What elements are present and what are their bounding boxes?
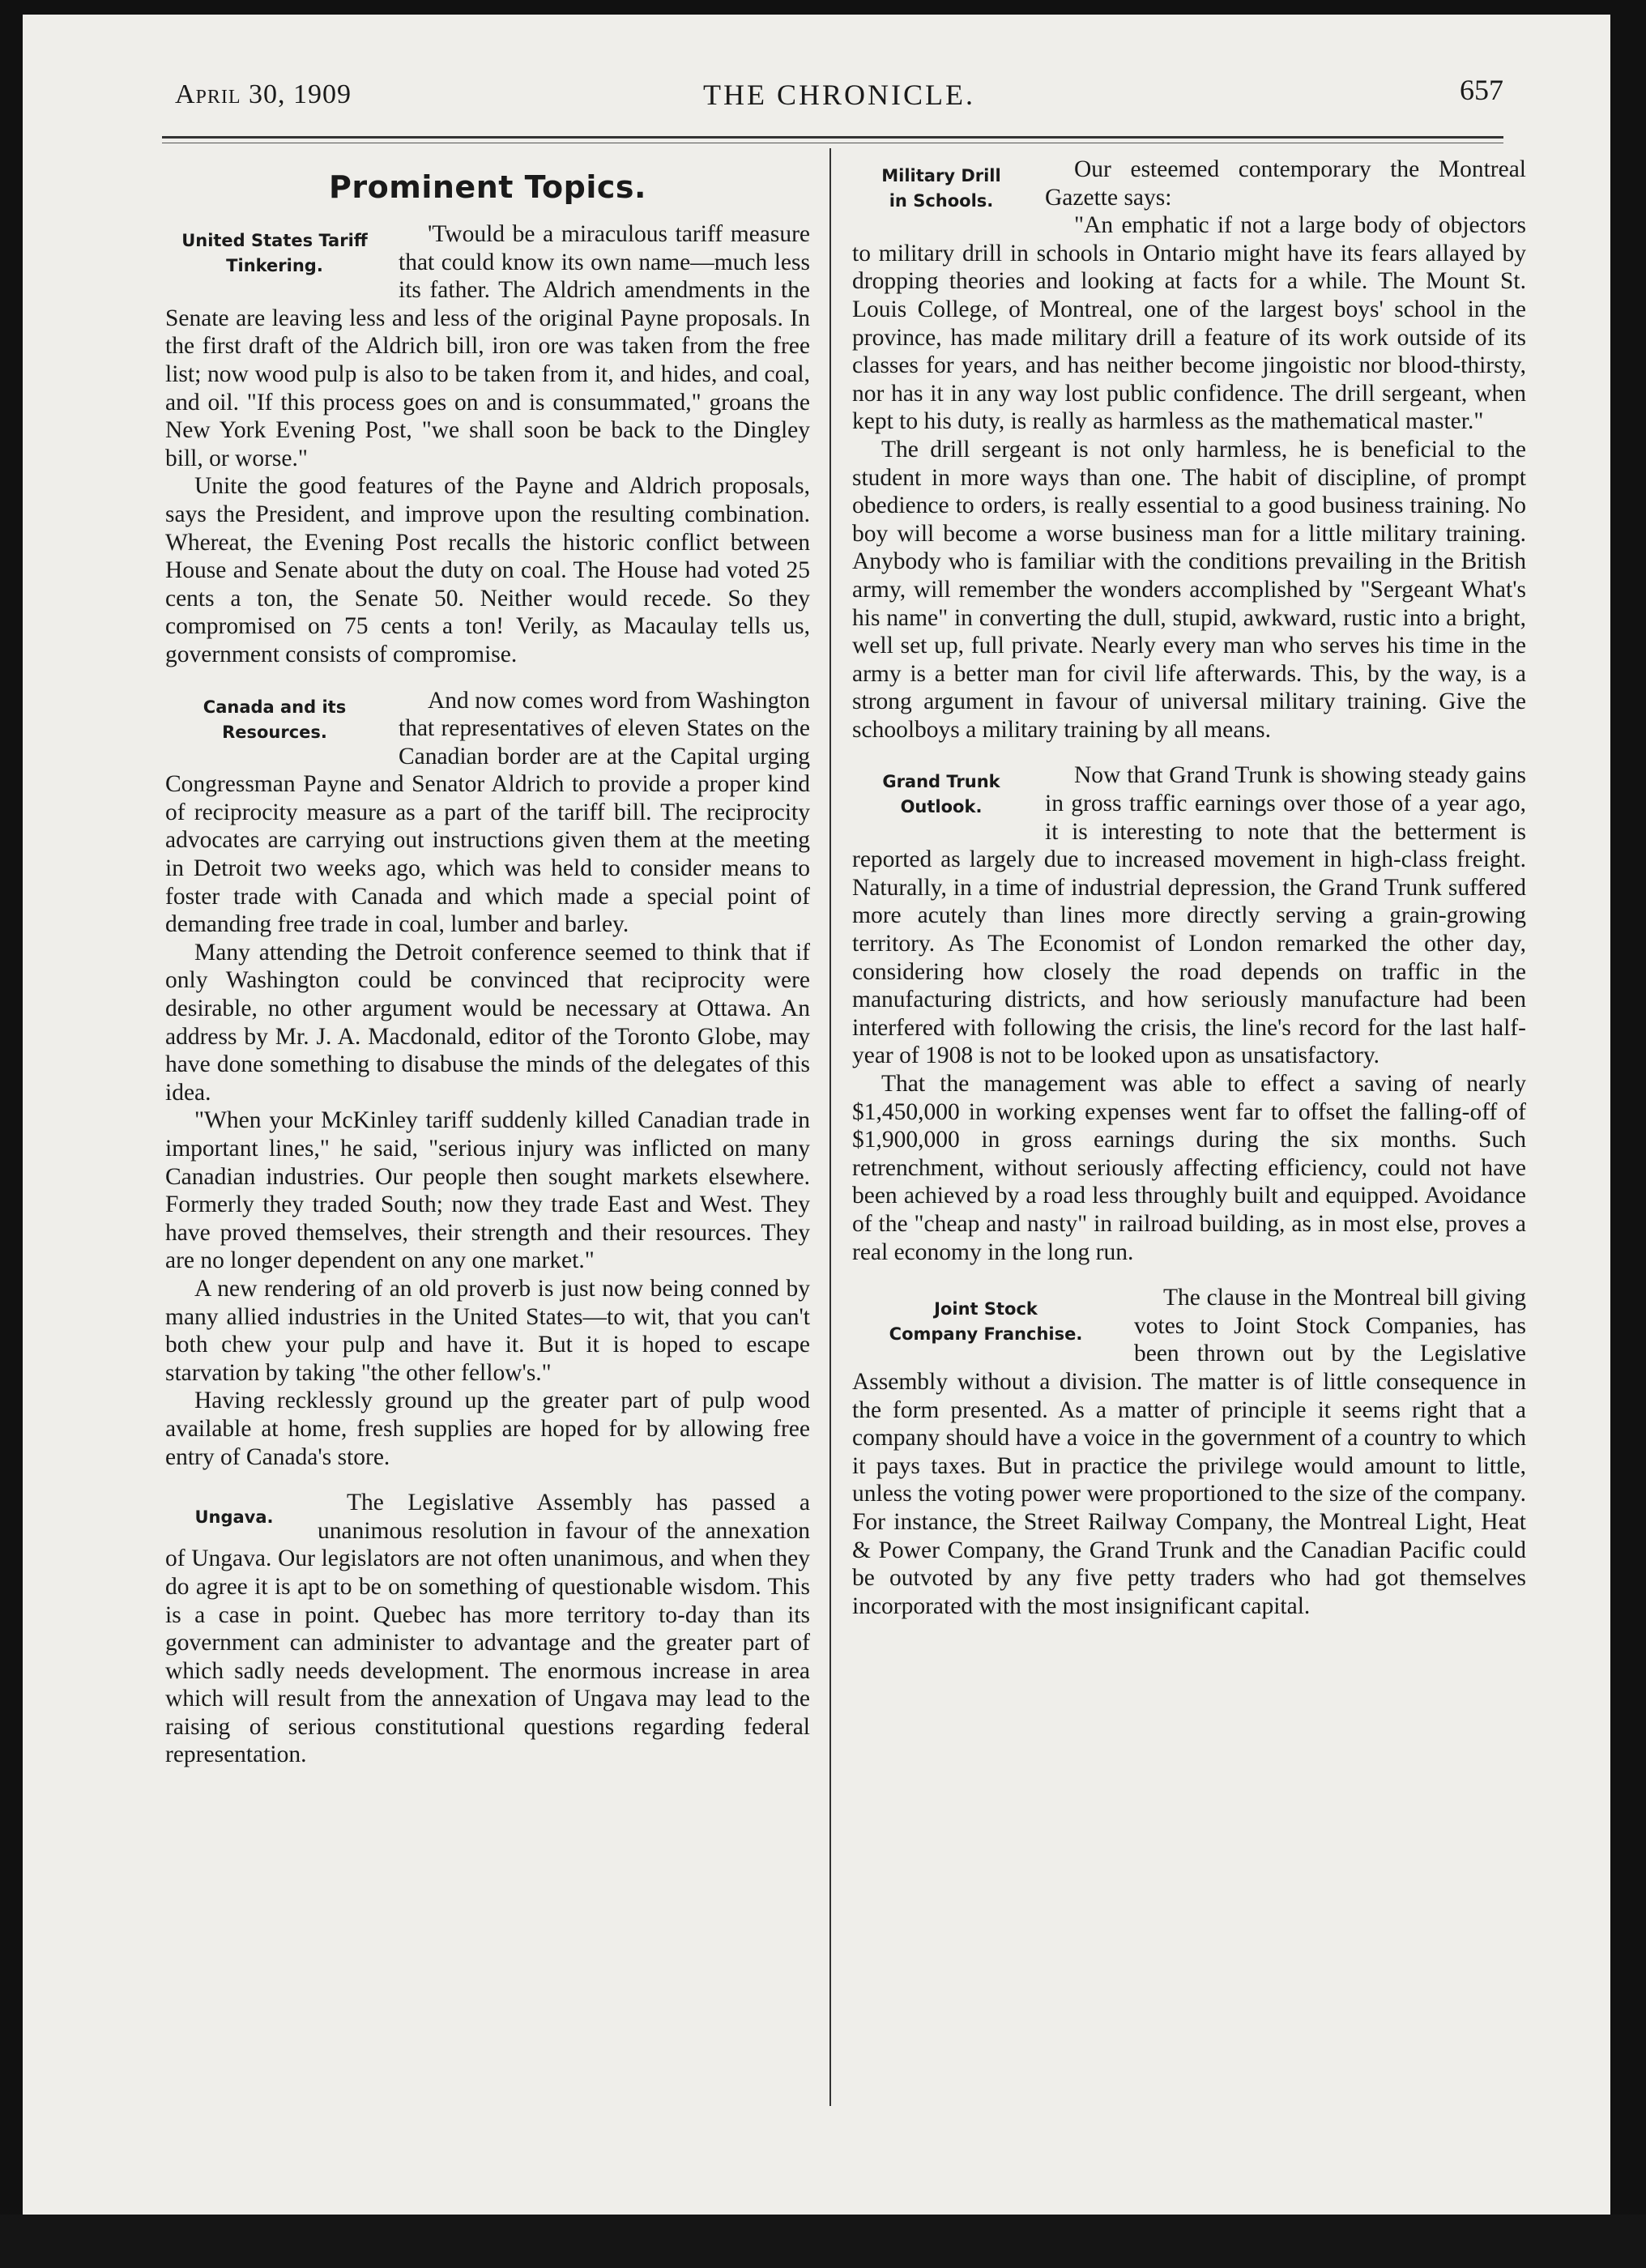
paragraph: Unite the good features of the Payne and Aldrich proposals, says the President, and improve upon the resulting combination. Whereat, the Evening Post recalls the historic conflict between House and Senate about the duty on coal. The House had voted 25 cents a ton, the Senate 50. Neither would recede. So they compromised on 75 cents a ton! Verily, as Macaulay tells us, government consists of compromise. [165,473,810,667]
paragraph: That the management was able to effect a saving of nearly $1,450,000 in working expenses went far to offset the falling-off of $1,900,000 in gross earnings during the six months. Such retrenchment, without seriously affecting efficiency, could not have been achieved by a road less throughly built and equipped. Avoidance of the "cheap and nasty" in railroad building, as in most else, proves a real economy in the long run. [852,1071,1526,1265]
issue-date: April 30, 1909 [175,79,352,109]
article-joint-stock [852,1284,1526,1620]
scan-border [0,2215,1646,2268]
paragraph: Now that Grand Trunk is showing steady gains in gross traffic earnings over those of a year ago, it is interesting to note that the betterment is reported as largely due to increased movement in high-class freight. Naturally, in a time of industrial depression, the Grand Trunk suffered more acutely than lines more directly serving a grain-growing territory. As The Economist of London remarked the other day, considering how closely the road depends on traffic in the manufacturing districts, and how seriously manufacture had been interfered with following the crisis, the line's record for the last half-year of 1908 is not to be looked upon as unsatisfactory. [852,762,1526,1069]
sidehead-grand-trunk: Grand Trunk Outlook. [882,772,1000,817]
page-number: 657 [1460,74,1503,106]
left-column [165,165,810,1769]
header-rule [162,136,1503,143]
newspaper-page [23,15,1610,2218]
article-grand-trunk [852,761,1526,1266]
section-heading: Prominent Topics. [329,169,646,205]
paragraph: 'Twould be a miraculous tariff measure that could know its own name—much less its father. The Aldrich amendments in the Senate are leaving less and less of the original Payne proposals. In the first draft of the Aldrich bill, iron ore was taken from the free list; now wood pulp is also to be taken from it, and hides, and coal, and oil. "If this process goes on and is consummated," groans the New York Evening Post, "we shall soon be back to the Dingley bill, or worse." [165,221,810,471]
paragraph: Many attending the Detroit conference seemed to think that if only Washington could be convinced that reciprocity were desirable, no other argument would be necessary at Ottawa. An address by Mr. J. A. Macdonald, editor of the Toronto Globe, may have done something to disabuse the minds of the delegates of this idea. [165,939,810,1106]
sidehead-military-drill: Military Drill in Schools. [881,166,1001,211]
paragraph: The clause in the Montreal bill giving votes to Joint Stock Companies, has been thrown out by the Legislative Assembly without a division. The matter is of little consequence in the form presented. As a matter of principle it seems right that a company should have a voice in the government of a country to which it pays taxes. But in practice the privilege would amount to little, unless the voting power were proportioned to the size of the company. For instance, the Street Railway Company, the Montreal Light, Heat & Power Company, the Grand Trunk and the Canadian Pacific could be outvoted by any five petty traders who had got themselves incorporated with the most insignificant capital. [852,1285,1526,1619]
column-divider [829,148,831,2106]
paragraph: And now comes word from Washington that representatives of eleven States on the Canadian border are at the Capital urging Congressman Payne and Senator Aldrich to provide a proper kind of reciprocity measure as a part of the tariff bill. The reciprocity advocates are carrying out instructions given them at the meeting in Detroit two weeks ago, which was held to consider means to foster trade with Canada and which made a special point of demanding free trade in coal, lumber and barley. [165,687,810,938]
right-column [852,156,1526,1620]
sidehead-joint-stock: Joint Stock Company Franchise. [889,1299,1083,1345]
running-header [175,73,1503,115]
paragraph: Our esteemed contemporary the Montreal Gazette says: [1045,156,1526,211]
publication-title: THE CHRONICLE. [703,79,975,111]
paragraph: A new rendering of an old proverb is just now being conned by many allied industries in the United States—to wit, that you can't both chew your pulp and have it. But it is hoped to escape starvation by taking "the other fellow's." [165,1275,810,1386]
paragraph: The drill sergeant is not only harmless, he is beneficial to the student in more ways than one. The habit of discipline, of prompt obedience to orders, is really essential to a good business training. No boy will become a worse business man for a little military training. Anybody who is familiar with the conditions prevailing in the British army, will remember the wonders accomplished by "Sergeant What's his name" in converting the dull, stupid, awkward, rustic into a bright, well set up, full private. Nearly every man who serves his time in the army is a better man for civil life afterwards. This, by the way, is a strong argument in favour of universal military training. Give the schoolboys a military training by all means. [852,436,1526,743]
sidehead-canada: Canada and its Resources. [203,697,347,742]
article-canada [165,687,810,1472]
paragraph: "When your McKinley tariff suddenly killed Canadian trade in important lines," he said, "serious injury was inflicted on many Canadian industries. Our people then sought markets elsewhere. Formerly they traded South; now they trade East and West. They have proved themselves, their strength and their resources. They are no longer dependent on any one market." [165,1107,810,1274]
sidehead-ungava: Ungava. [194,1507,274,1528]
article-military-drill [852,156,1526,744]
paragraph: "An emphatic if not a large body of objectors to military drill in schools in Ontario might have its fears allayed by dropping theories and looking at facts for a while. The Mount St. Louis College, of Montreal, one of the largest boys' school in the province, has made military drill a feature of its work outside of its classes for years, and has neither become jingoistic nor blood-thirsty, nor has it in any way lost public confidence. The drill sergeant, when kept to his duty, is really as harmless as the mathematical master." [852,212,1526,435]
paragraph: Having recklessly ground up the greater part of pulp wood available at home, fresh supplies are hoped for by allowing free entry of Canada's store. [165,1388,810,1470]
sidehead-tariff: United States Tariff Tinkering. [181,231,368,275]
article-ungava [165,1489,810,1769]
paragraph: The Legislative Assembly has passed a unanimous resolution in favour of the annexation of Ungava. Our legislators are not often unanimous, and when they do agree it is apt to be on something of questionable wisdom. This is a case in point. Quebec has more territory to-day than its government can administer to advantage and the greater part of which sadly needs development. The enormous increase in area which will result from the annexation of Ungava may lead to the raising of serious constitutional questions regarding federal representation. [165,1490,810,1768]
article-tariff [165,220,810,669]
